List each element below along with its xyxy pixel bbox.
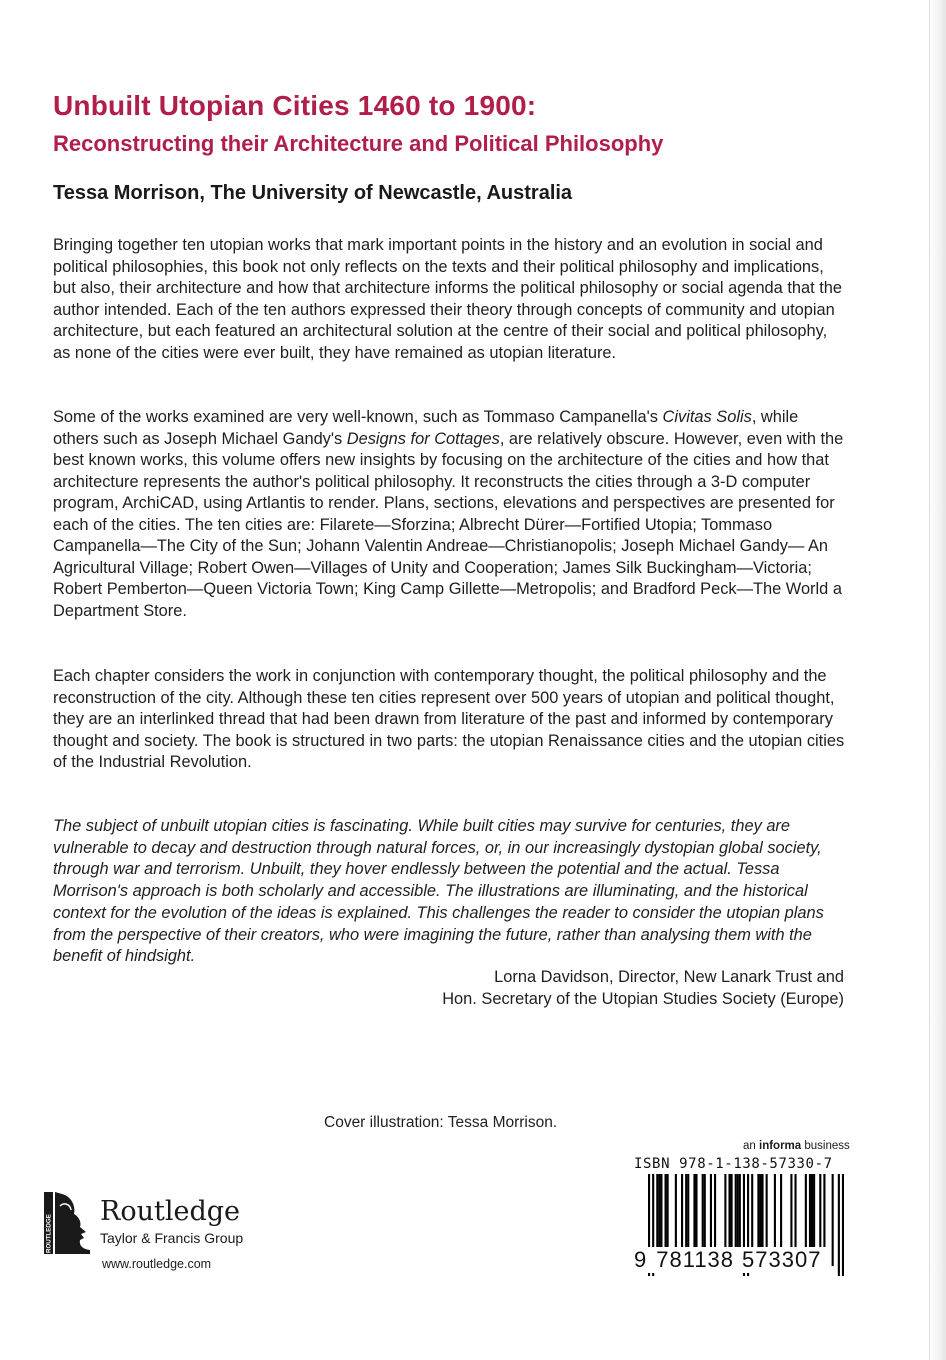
- endorsement-quote: The subject of unbuilt utopian cities is fascinating. While built cities may survive for centuries, they are vulnerable to decay and destruction through natural forces, or, in our increasingly dystopian global society, through war and terrorism. Unbuilt, they hover endlessly between the potential and the actual. Tessa Morrison's approach is both scholarly and accessible. The illustrations are illuminating, and the historical context for the evolution of the ideas is explained. This challenges the reader to consider the utopian plans from the perspective of their creators, who were imagining the future, rather than analysing them with the benefit of hindsight.: [53, 817, 824, 966]
- informa-brand: informa: [759, 1140, 802, 1152]
- book-reference-designs-for-cottages: Designs for Cottages: [346, 429, 500, 448]
- informa-business-tagline: [743, 1140, 850, 1152]
- tagline-prefix: an: [743, 1140, 759, 1152]
- endorsement-attribution-line-2: Hon. Secretary of the Utopian Studies Society (Europe): [442, 990, 844, 1008]
- barcode-bar: [842, 1174, 844, 1276]
- description-paragraph-3: Each chapter considers the work in conjunction with contemporary thought, the political philosophy and the reconstruction of the city. Although these ten cities represent over 500 years of utopian and political thought, they are an interlinked thread that had been drawn from literature of the past and informed by contemporary thought and society. The book is structured in two parts: the utopian Renaissance cities and the utopian cities of the Industrial Revolution.: [53, 667, 845, 771]
- logo-spine-text: ROUTLEDGE: [45, 1214, 53, 1253]
- endorsement-attribution-line-1: Lorna Davidson, Director, New Lanark Trust and: [494, 968, 844, 986]
- publisher-name: Routledge: [100, 1196, 240, 1227]
- cover-illustration-credit: Cover illustration: Tessa Morrison.: [324, 1114, 558, 1131]
- book-reference-civitas-solis: Civitas Solis: [662, 408, 752, 426]
- publisher-group: Taylor & Francis Group: [100, 1230, 244, 1246]
- ean-lead-digit: 9: [634, 1247, 647, 1272]
- paragraph-2-text: , while others such as Joseph Michael Gandy's: [53, 408, 799, 448]
- ean-digits: [634, 1247, 821, 1273]
- barcode-bar: [838, 1174, 840, 1276]
- description-paragraph-1: Bringing together ten utopian works that mark important points in the history and an evolution in social and political philosophies, this book not only reflects on the texts and their political philosophy and implications, but also, their architecture and how that architecture informs the political philosophy or social agenda that the author intended. Each of the ten authors expressed their theory through concepts of community and utopian architecture, but each featured an architectural solution at the centre of their social and political philosophy, as none of the cities were ever built, they have remained as utopian literature.: [53, 236, 843, 362]
- routledge-head-icon: [44, 1192, 92, 1254]
- barcode-bar: [832, 1174, 834, 1266]
- spine-edge: [928, 0, 946, 1360]
- book-author: Tessa Morrison, The University of Newcastle, Australia: [53, 182, 573, 204]
- book-title: Unbuilt Utopian Cities 1460 to 1900:: [53, 90, 537, 121]
- description-paragraph-2: [53, 407, 848, 622]
- ean-left-group: 781138: [656, 1247, 735, 1272]
- paragraph-2-text: Some of the works examined are very well-known, such as Tommaso Campanella's: [53, 408, 663, 426]
- publisher-website[interactable]: www.routledge.com: [102, 1257, 212, 1271]
- tagline-suffix: business: [801, 1140, 850, 1152]
- ean-right-group: 573307: [742, 1247, 822, 1272]
- book-subtitle: Reconstructing their Architecture and Political Philosophy: [53, 131, 664, 156]
- isbn-label: ISBN 978-1-138-57330-7: [634, 1156, 833, 1172]
- paragraph-2-text: , are relatively obscure. However, even with the best known works, this volume offers new insights by focusing on the architecture of the cities and how that architecture represents the author's political philosophy. It reconstructs the cities through a 3-D computer program, ArchiCAD, using Artlantis to render. Plans, sections, elevations and perspectives are presented for each of the cities. The ten cities are: Filarete—Sforzina; Albrecht Dürer—Fortified Utopia; Tommaso Campanella—The City of the Sun; Johann Valentin Andreae—Christianopolis; Joseph Michael Gandy— An Agricultural Village; Robert Owen—Villages of Unity and Cooperation; James Silk Buckingham—Victoria; Robert Pemberton—Queen Victoria Town; King Camp Gillette—Metropolis; and Bradford Peck—The World a Department Store.: [53, 429, 844, 620]
- spine-fold-line: [929, 0, 930, 1360]
